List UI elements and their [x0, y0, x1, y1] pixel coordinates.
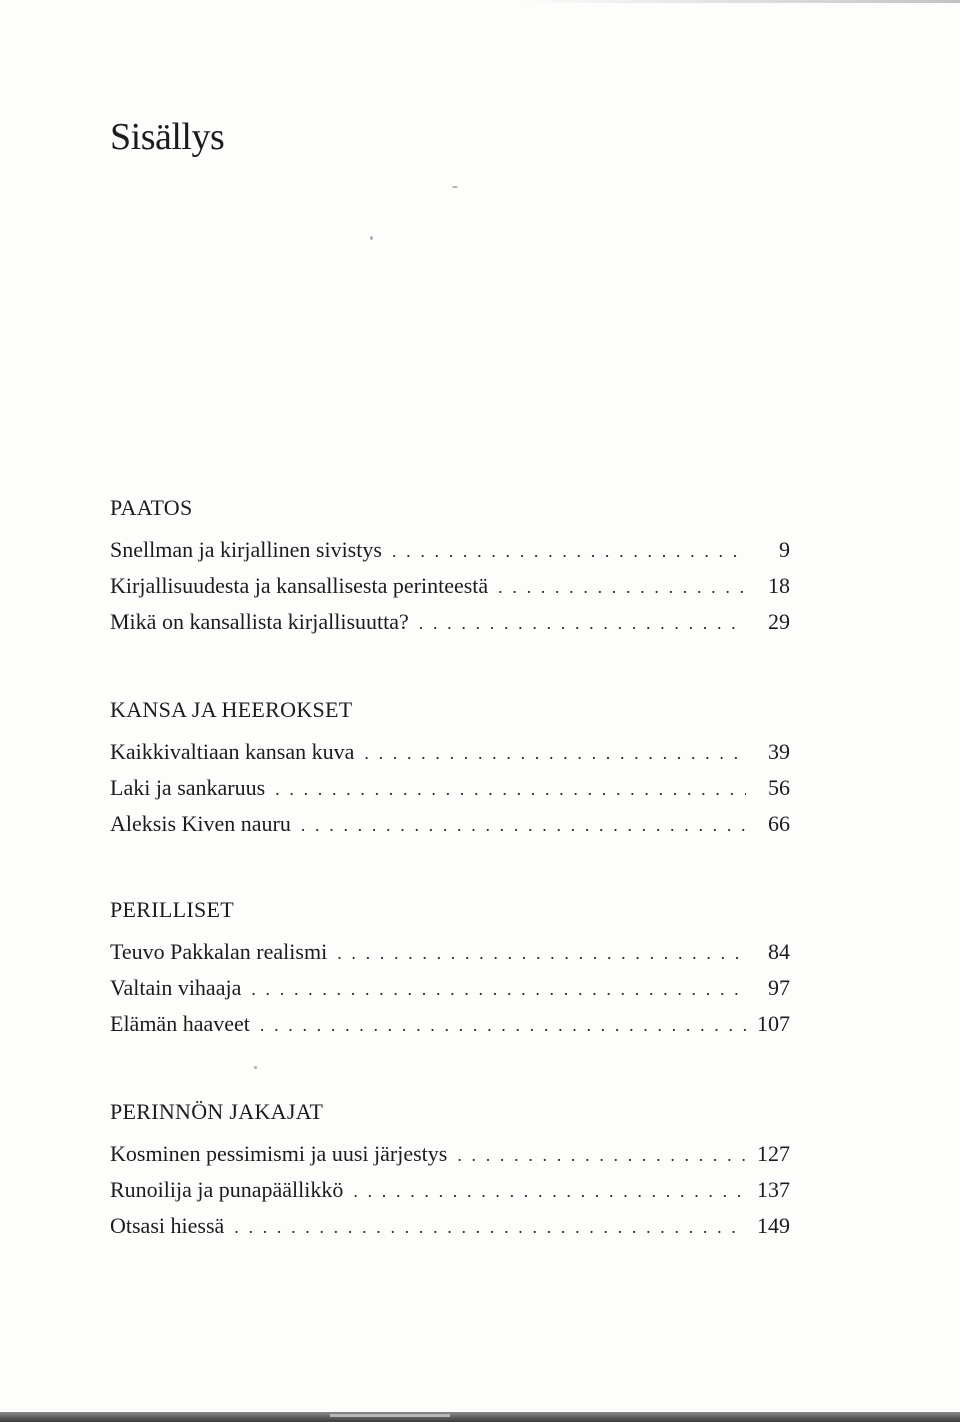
entry-title: Kaikkivaltiaan kansan kuva	[110, 739, 355, 764]
dot-leader	[251, 975, 746, 1003]
entry-title: Kirjallisuudesta ja kansallisesta perinteestä	[110, 573, 489, 598]
entry-page-number: 18	[768, 573, 790, 598]
dot-leader	[301, 811, 746, 839]
toc-entry	[110, 774, 790, 810]
toc-section-perinnon-jakajat	[110, 1098, 790, 1248]
section-heading: PERINNÖN JAKAJAT	[110, 1099, 324, 1124]
scan-top-edge	[520, 0, 960, 3]
dot-leader	[498, 573, 746, 601]
dot-leader	[392, 537, 746, 565]
entry-title: Laki ja sankaruus	[110, 775, 266, 800]
entry-title: Valtain vihaaja	[110, 975, 242, 1000]
entry-page-number: 84	[768, 939, 790, 964]
dot-leader	[275, 775, 746, 803]
entry-title: Aleksis Kiven nauru	[110, 811, 291, 836]
entry-page-number: 29	[768, 609, 790, 634]
toc-entry	[110, 608, 790, 644]
entry-page-number: 97	[768, 975, 790, 1000]
scan-speck	[370, 236, 373, 240]
entry-title: Otsasi hiessä	[110, 1213, 225, 1238]
page-title: Sisällys	[110, 116, 225, 158]
toc-entry	[110, 1010, 790, 1046]
entry-title: Snellman ja kirjallinen sivistys	[110, 537, 382, 562]
scan-speck	[254, 1066, 257, 1069]
scan-speck	[452, 186, 458, 188]
dot-leader	[353, 1177, 746, 1205]
dot-leader	[260, 1011, 746, 1039]
toc-entry	[110, 738, 790, 774]
entry-page-number: 149	[757, 1213, 790, 1238]
entry-page-number: 127	[757, 1141, 790, 1166]
toc-entry	[110, 938, 790, 974]
toc-section-paatos	[110, 494, 790, 644]
toc-entry	[110, 974, 790, 1010]
entry-page-number: 107	[757, 1011, 790, 1036]
entry-title: Elämän haaveet	[110, 1011, 250, 1036]
dot-leader	[337, 939, 746, 967]
entry-title: Runoilija ja punapäällikkö	[110, 1177, 344, 1202]
entry-title: Mikä on kansallista kirjallisuutta?	[110, 609, 409, 634]
toc-section-perilliset	[110, 896, 790, 1046]
toc-section-kansa-ja-heerokset	[110, 696, 790, 846]
entry-page-number: 9	[779, 537, 790, 562]
toc-entry	[110, 1176, 790, 1212]
section-heading: PAATOS	[110, 495, 193, 520]
scan-bottom-edge	[0, 1412, 960, 1422]
entry-title: Teuvo Pakkalan realismi	[110, 939, 328, 964]
entry-page-number: 39	[768, 739, 790, 764]
toc-entry	[110, 1212, 790, 1248]
dot-leader	[419, 609, 746, 637]
section-heading: KANSA JA HEEROKSET	[110, 697, 353, 722]
entry-title: Kosminen pessimismi ja uusi järjestys	[110, 1141, 448, 1166]
dot-leader	[457, 1141, 746, 1169]
toc-entry	[110, 810, 790, 846]
entry-page-number: 66	[768, 811, 790, 836]
toc-entry	[110, 1140, 790, 1176]
dot-leader	[234, 1213, 746, 1241]
entry-page-number: 137	[757, 1177, 790, 1202]
toc-entry	[110, 572, 790, 608]
dot-leader	[364, 739, 746, 767]
section-heading: PERILLISET	[110, 897, 234, 922]
entry-page-number: 56	[768, 775, 790, 800]
toc-entry	[110, 536, 790, 572]
